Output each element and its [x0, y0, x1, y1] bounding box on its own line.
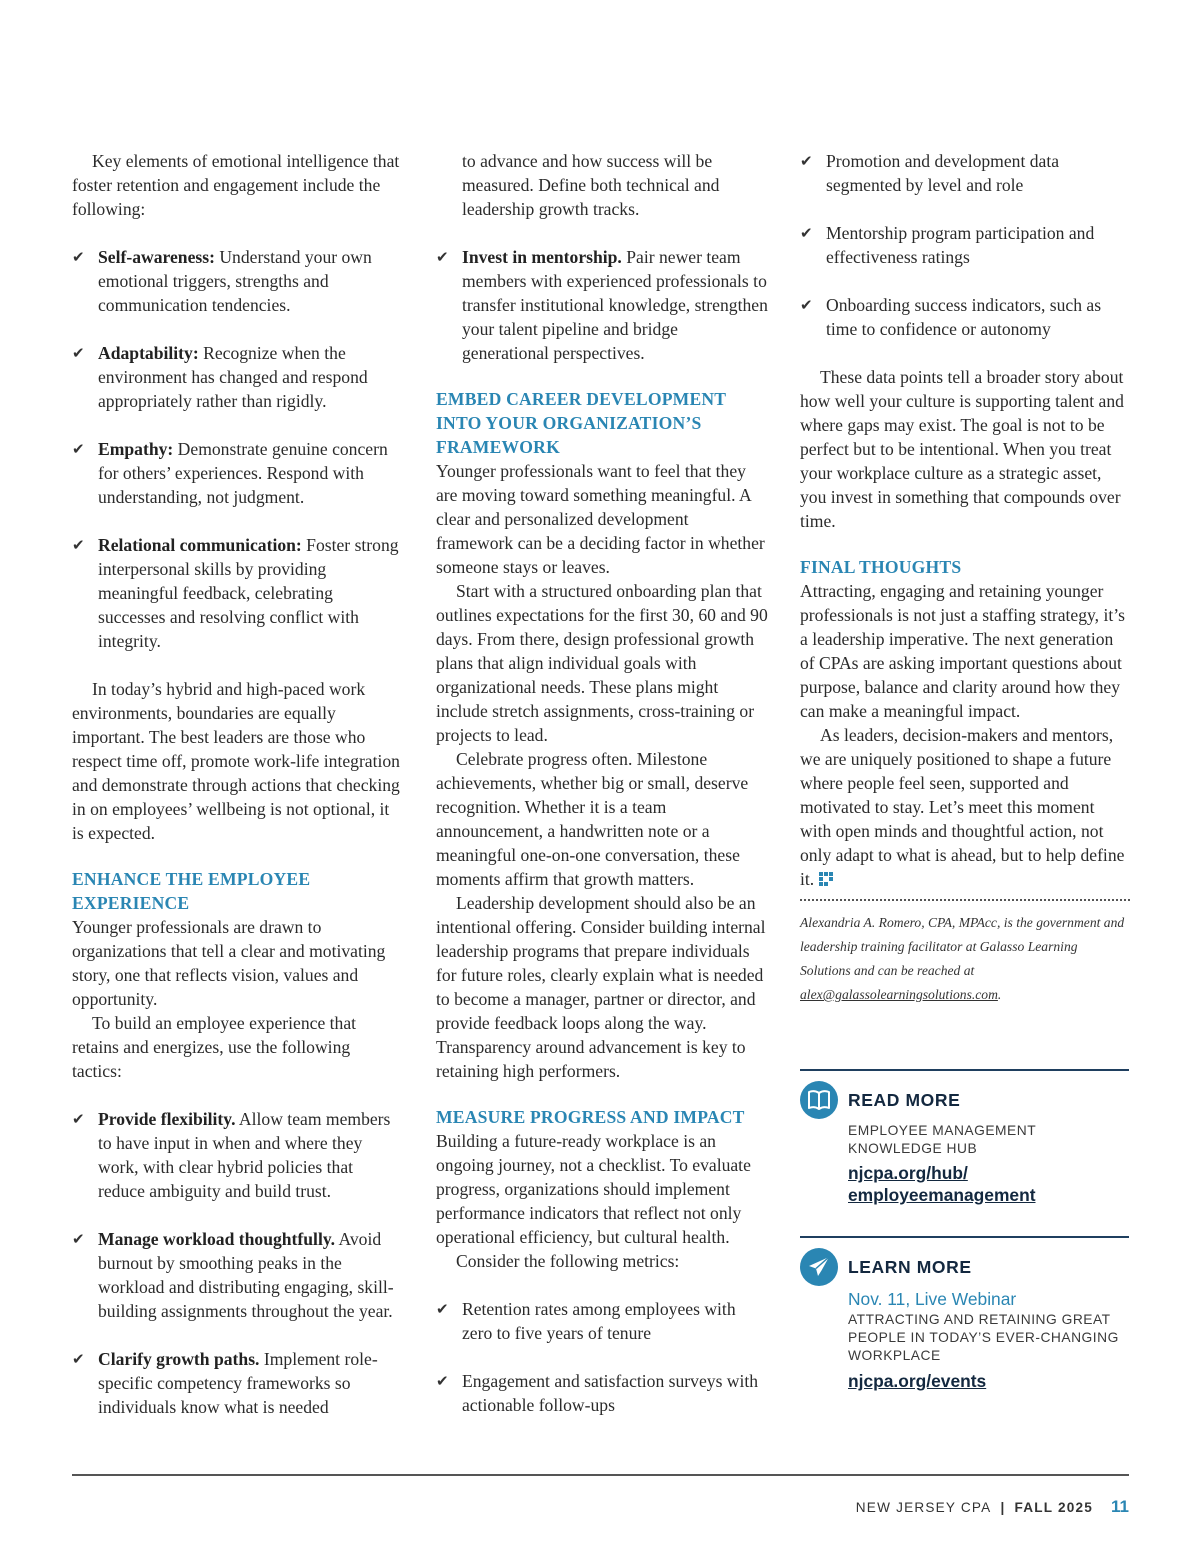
- read-more-link-line[interactable]: njcpa.org/hub/: [848, 1163, 968, 1183]
- experience-paragraph: To build an employee experience that retains and energizes, use the following tactics:: [72, 1013, 357, 1081]
- tactics-checklist: [72, 1107, 404, 1419]
- page-number: 11: [1111, 1497, 1129, 1516]
- learn-more-body: [848, 1289, 1133, 1392]
- article-column-1: [72, 149, 404, 1419]
- list-item: ✔ Manage workload thoughtfully. Avoid burnout by smoothing peaks in the workload and distributing engaging, skill-building assignments throughout the year.: [72, 1229, 394, 1321]
- learn-more-link[interactable]: njcpa.org/events: [848, 1371, 987, 1391]
- checkmark-icon: ✔: [72, 440, 85, 458]
- career-paragraph: Younger professionals want to feel that they are moving toward something meaningful. A clear and personalized development framework can be a deciding factor in whether someone stays or leaves.: [436, 461, 765, 577]
- webinar-date: Nov. 11, Live Webinar: [848, 1289, 1017, 1309]
- footer-separator: |: [1000, 1500, 1006, 1515]
- list-item: ✔ Engagement and satisfaction surveys with actionable follow-ups: [436, 1371, 759, 1415]
- metrics-checklist-continued: [800, 149, 1130, 341]
- divider: [800, 899, 1130, 901]
- career-paragraph: Celebrate progress often. Milestone achievements, whether big or small, deserve recognition. Whether it is a team announcement, a handwritten note or a meaningful one-on-one conversation, these moments affirm that growth matters.: [436, 749, 749, 889]
- article-column-2: [436, 149, 768, 1417]
- list-item: ✔ Adaptability: Recognize when the environment has changed and respond appropriately rather than rigidly.: [72, 343, 368, 411]
- career-paragraph: Start with a structured onboarding plan that outlines expectations for the first 30, 60 and 90 days. From there, design professional growth plans that align individual goals with organizational needs. These plans might include stretch assignments, cross-training or projects to lead.: [436, 581, 768, 745]
- list-item: ✔ Promotion and development data segmented by level and role: [800, 151, 1060, 195]
- paper-plane-icon: [800, 1248, 838, 1286]
- list-item: ✔ Invest in mentorship. Pair newer team members with experienced professionals to transfer institutional knowledge, strengthen your talent pipeline and bridge generational perspectives.: [436, 247, 768, 363]
- section-heading-career: EMBED CAREER DEVELOPMENT INTO YOUR ORGANIZATION’S FRAMEWORK: [436, 389, 726, 457]
- mentorship-checklist: [436, 245, 768, 365]
- continued-list-text: to advance and how success will be measured. Define both technical and leadership growth tracks.: [462, 151, 720, 219]
- experience-paragraph: Younger professionals are drawn to organizations that tell a clear and motivating story, one that reflects vision, values and opportunity.: [72, 917, 386, 1009]
- measure-paragraph: Building a future-ready workplace is an ongoing journey, not a checklist. To evaluate progress, organizations should implement performance indicators that reflect not only operational efficiency, but cultural health.: [436, 1131, 751, 1247]
- end-mark-icon: [819, 872, 833, 886]
- read-more-title: READ MORE: [848, 1090, 961, 1110]
- final-paragraph: As leaders, decision-makers and mentors, we are uniquely positioned to shape a future where people feel seen, supported and motivated to stay. Let’s meet this moment with open minds and thoughtful action, not only adapt to what is ahead, but to help define it.: [800, 725, 1125, 889]
- author-bio: Alexandria A. Romero, CPA, MPAcc, is the government and leadership training facilitator at Galasso Learning Solutions and can be reached at alex@galassolearningsolutions.com.: [800, 915, 1125, 1002]
- learn-more-subtitle: ATTRACTING AND RETAINING GREAT PEOPLE IN TODAY’S EVER-CHANGING WORKPLACE: [848, 1312, 1119, 1363]
- issue-label: FALL 2025: [1014, 1500, 1094, 1515]
- read-more-body: [848, 1122, 1133, 1206]
- measure-paragraph: Consider the following metrics:: [456, 1251, 680, 1271]
- section-heading-experience: ENHANCE THE EMPLOYEE EXPERIENCE: [72, 869, 311, 913]
- footer-rule: [72, 1474, 1129, 1476]
- checkmark-icon: ✔: [436, 1300, 449, 1318]
- list-item: ✔ Retention rates among employees with zero to five years of tenure: [436, 1299, 736, 1343]
- checkmark-icon: ✔: [72, 344, 85, 362]
- list-item: ✔ Clarify growth paths. Implement role-specific competency frameworks so individuals know what is needed: [72, 1349, 378, 1417]
- article-column-3: [800, 149, 1130, 1007]
- checkmark-icon: ✔: [72, 536, 85, 554]
- hybrid-paragraph: In today’s hybrid and high-paced work environments, boundaries are equally important. The best leaders are those who respect time off, promote work-life integration and demonstrate through actions that checking in on employees’ wellbeing is not optional, it is expected.: [72, 679, 400, 843]
- page-footer: [856, 1497, 1129, 1517]
- checkmark-icon: ✔: [800, 296, 813, 314]
- list-item: ✔ Relational communication: Foster strong interpersonal skills by providing meaningful feedback, celebrating successes and resolving conflict with integrity.: [72, 535, 399, 651]
- ei-checklist: [72, 245, 404, 653]
- learn-more-box: [800, 1236, 1129, 1391]
- list-item: ✔ Empathy: Demonstrate genuine concern for others’ experiences. Respond with understanding, not judgment.: [72, 439, 388, 507]
- book-icon: [800, 1081, 838, 1119]
- read-more-link[interactable]: [848, 1162, 1133, 1206]
- final-paragraph: Attracting, engaging and retaining younger professionals is not just a staffing strategy, it’s a leadership imperative. The next generation of CPAs are asking important questions about purpose, balance and clarity around how they can make a meaningful impact.: [800, 581, 1125, 721]
- read-more-box: [800, 1069, 1129, 1205]
- metrics-checklist: [436, 1297, 768, 1417]
- author-email-link[interactable]: alex@galassolearningsolutions.com: [800, 987, 998, 1002]
- checkmark-icon: ✔: [436, 248, 449, 266]
- checkmark-icon: ✔: [800, 224, 813, 242]
- section-heading-final: FINAL THOUGHTS: [800, 557, 962, 577]
- data-paragraph: These data points tell a broader story about how well your culture is supporting talent and where gaps may exist. The goal is not to be perfect but to be intentional. When you treat your workplace culture as a strategic asset, you invest in something that compounds over time.: [800, 367, 1124, 531]
- list-item: ✔ Mentorship program participation and effectiveness ratings: [800, 223, 1095, 267]
- list-item: ✔ Onboarding success indicators, such as time to confidence or autonomy: [800, 295, 1102, 339]
- checkmark-icon: ✔: [72, 248, 85, 266]
- checkmark-icon: ✔: [72, 1350, 85, 1368]
- learn-more-title: LEARN MORE: [848, 1257, 972, 1277]
- career-paragraph: Leadership development should also be an intentional offering. Consider building internal leadership programs that prepare individuals for future roles, clearly explain what is needed to become a manager, partner or director, and provide feedback loops along the way. Transparency around advancement is key to retaining high performers.: [436, 893, 766, 1081]
- checkmark-icon: ✔: [72, 1230, 85, 1248]
- intro-paragraph: Key elements of emotional intelligence that foster retention and engagement include the following:: [72, 151, 400, 219]
- list-item: ✔ Self-awareness: Understand your own emotional triggers, strengths and communication tendencies.: [72, 247, 372, 315]
- section-heading-measure: MEASURE PROGRESS AND IMPACT: [436, 1107, 745, 1127]
- checkmark-icon: ✔: [800, 152, 813, 170]
- read-more-link-line[interactable]: employeemanagement: [848, 1185, 1036, 1205]
- list-item: ✔ Provide flexibility. Allow team members to have input in when and where they work, with clear hybrid policies that reduce ambiguity and build trust.: [72, 1109, 391, 1201]
- read-more-subtitle: EMPLOYEE MANAGEMENT KNOWLEDGE HUB: [848, 1123, 1036, 1156]
- publication-name: NEW JERSEY CPA: [855, 1500, 992, 1515]
- checkmark-icon: ✔: [72, 1110, 85, 1128]
- checkmark-icon: ✔: [436, 1372, 449, 1390]
